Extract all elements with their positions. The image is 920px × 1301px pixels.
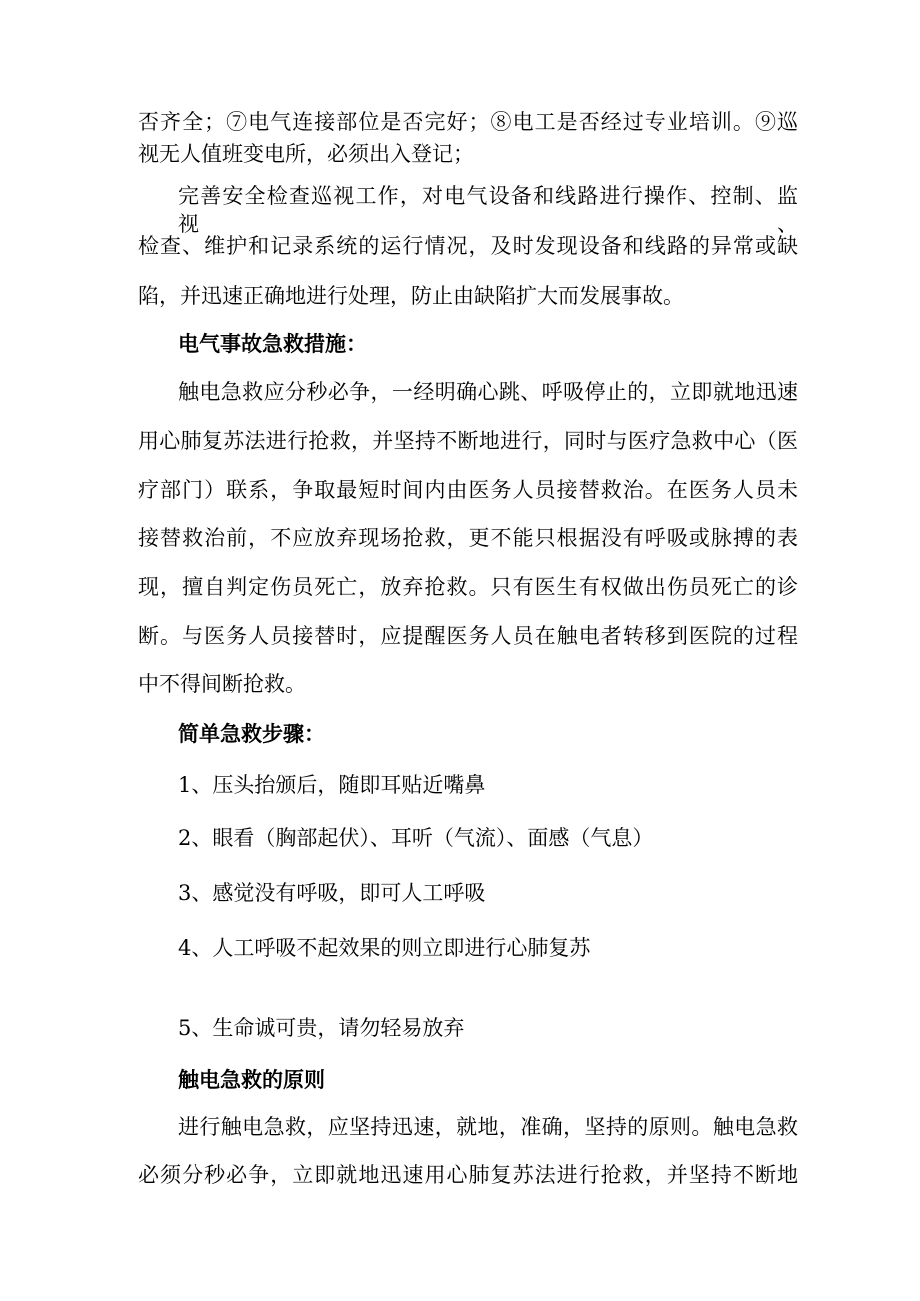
paragraph-line: 进行触电急救，应坚持迅速，就地，准确，坚持的原则。触电急救 xyxy=(178,1115,798,1139)
paragraph-line: 断。与医务人员接替时，应提醒医务人员在触电者转移到医院的过程 xyxy=(138,624,798,648)
list-item: 1、压头抬颁后，随即耳贴近嘴鼻 xyxy=(178,773,486,797)
paragraph-line: 用心肺复苏法进行抢救，并坚持不断地进行，同时与医疗急救中心（医 xyxy=(138,429,798,453)
paragraph-line: 接替救治前，不应放弃现场抢救，更不能只根据没有呼吸或脉搏的表 xyxy=(138,526,798,550)
paragraph-line: 必须分秒必争，立即就地迅速用心肺复苏法进行抢救，并坚持不断地 xyxy=(138,1163,798,1187)
paragraph-line: 疗部门）联系，争取最短时间内由医务人员接替救治。在医务人员未 xyxy=(138,478,798,502)
list-item: 5、生命诚可贵，请勿轻易放弃 xyxy=(178,1016,465,1040)
list-item: 3、感觉没有呼吸，即可人工呼吸 xyxy=(178,881,486,905)
paragraph-line: 陷，并迅速正确地进行处理，防止由缺陷扩大而发展事故。 xyxy=(138,284,684,308)
paragraph-line: 视无人值班变电所，必须出入登记； xyxy=(138,142,474,166)
paragraph-line: 现，擅自判定伤员死亡，放弃抢救。只有医生有权做出伤员死亡的诊 xyxy=(138,575,798,599)
paragraph-line: 中不得间断抢救。 xyxy=(138,672,306,696)
paragraph-line: 否齐全；⑦电气连接部位是否完好；⑧电工是否经过专业培训。⑨巡 xyxy=(138,110,798,134)
list-item: 2、眼看（胸部起伏）、耳听（气流）、面感（气息） xyxy=(178,826,654,850)
paragraph-line: 完善安全检查巡视工作，对电气设备和线路进行操作、控制、监视、 xyxy=(178,184,798,236)
section-heading: 电气事故急救措施： xyxy=(178,331,367,356)
section-heading: 简单急救步骤： xyxy=(178,721,325,746)
paragraph-line: 触电急救应分秒必争，一经明确心跳、呼吸停止的，立即就地迅速 xyxy=(178,380,798,404)
list-item: 4、人工呼吸不起效果的则立即进行心肺复苏 xyxy=(178,936,591,960)
section-heading: 触电急救的原则 xyxy=(178,1067,325,1092)
paragraph-line: 检查、维护和记录系统的运行情况，及时发现设备和线路的异常或缺 xyxy=(138,234,798,258)
